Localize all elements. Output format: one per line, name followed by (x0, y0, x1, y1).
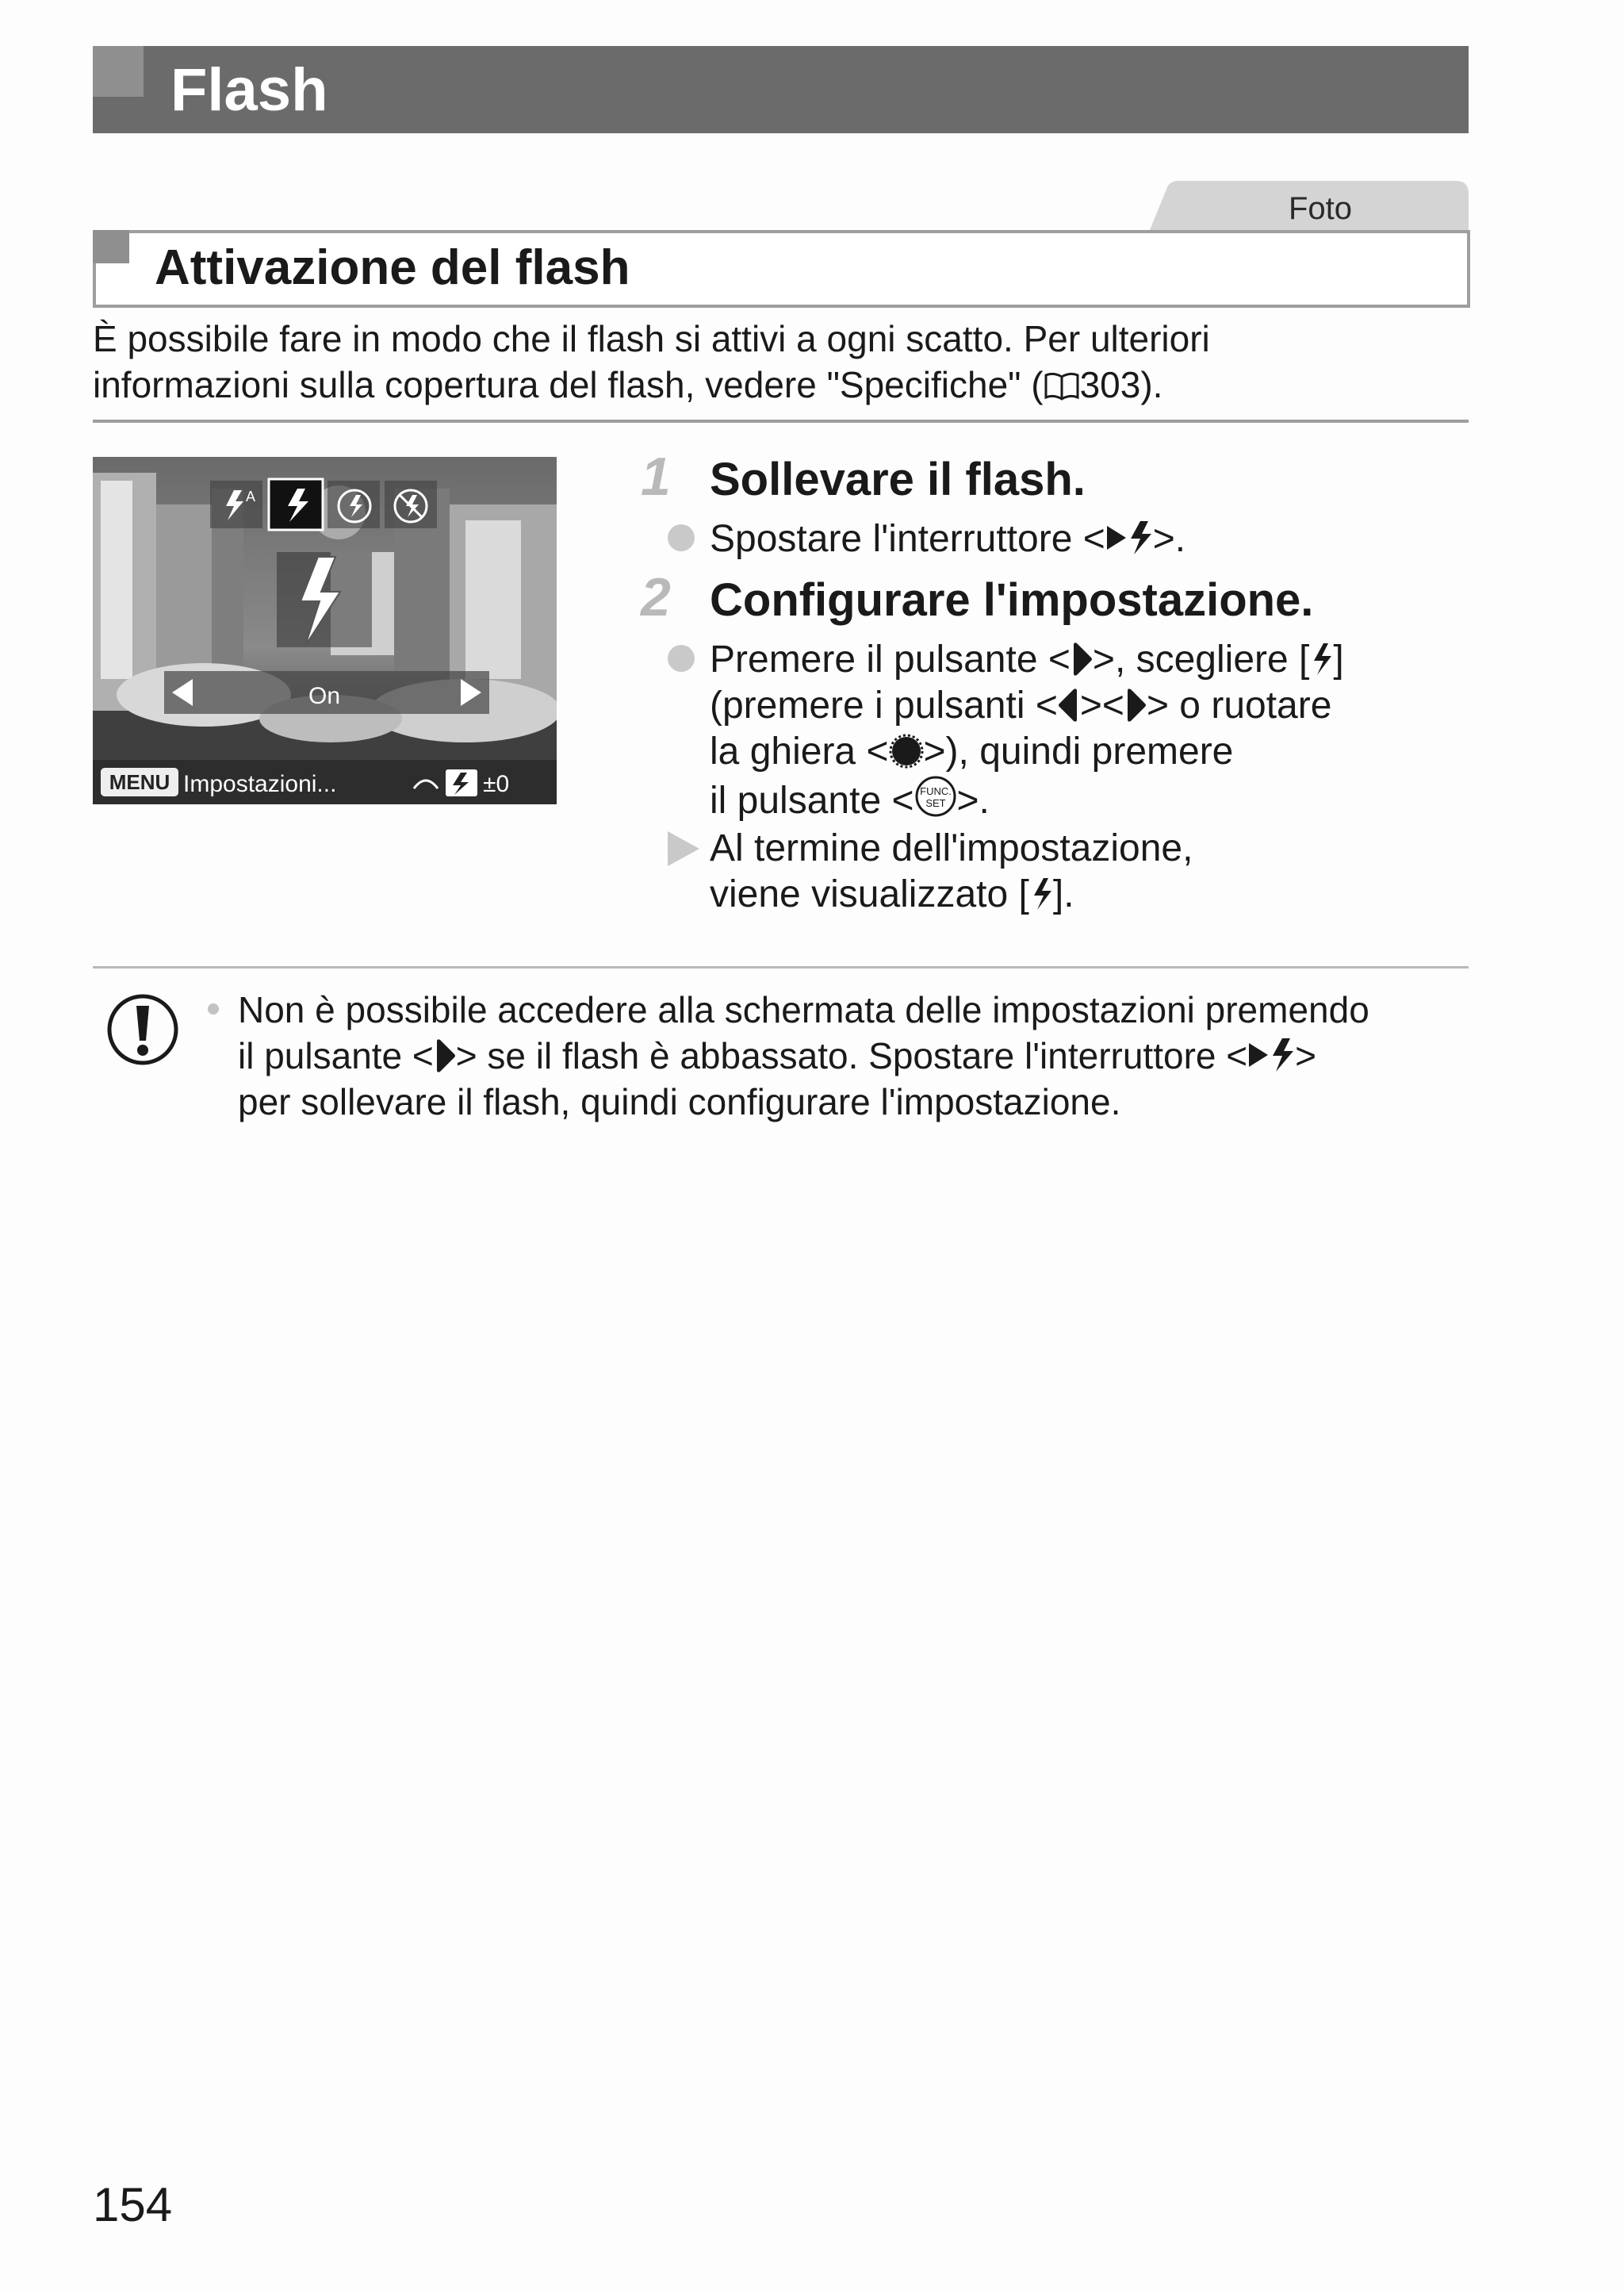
svg-text:A: A (246, 489, 256, 504)
intro-line-2 (93, 362, 1469, 412)
right-button-icon (434, 1038, 456, 1084)
text: Premere il pulsante < (710, 639, 1071, 681)
text: il pulsante < (710, 780, 914, 822)
step-1-instruction (710, 516, 1185, 567)
step-2-result-line-1: Al termine dell'impostazione, (710, 827, 1193, 869)
menu-button-label: MENU (109, 770, 170, 794)
page-number: 154 (93, 2178, 173, 2231)
step-2-line-3 (710, 729, 1233, 780)
text: > o ruotare (1146, 685, 1332, 727)
step-2-line-4 (710, 775, 990, 829)
bullet (668, 524, 695, 551)
text: >), quindi premere (923, 731, 1234, 773)
text: viene visualizzato [ (710, 873, 1029, 915)
chapter-title: Flash (170, 56, 328, 124)
flash-switch-icon (1247, 1037, 1295, 1084)
mode-tab-label: Foto (1288, 191, 1353, 226)
left-button-icon (1058, 688, 1080, 734)
func-label: FUNC. (919, 785, 952, 797)
step-2-title: Configurare l'impostazione. (710, 574, 1314, 626)
intro-page-ref: 303). (1079, 364, 1163, 405)
text: ]. (1052, 873, 1074, 915)
bullet (208, 1003, 219, 1015)
result-arrow (668, 831, 699, 866)
exposure-comp-value: ±0 (483, 771, 510, 797)
step-2-line-2 (710, 683, 1331, 734)
step-2-result-line-2 (710, 872, 1074, 923)
step-1-number: 1 (641, 447, 671, 507)
control-dial-icon (889, 734, 924, 780)
func-set-button-icon (914, 775, 957, 829)
set-label: SET (925, 797, 946, 809)
caution-line-1: Non è possibile accedere alla schermata delle impostazioni premendo (238, 989, 1369, 1030)
section-accent-square (93, 230, 129, 263)
text: ] (1333, 639, 1344, 681)
flash-on-icon (1029, 876, 1053, 923)
caution-line-3: per sollevare il flash, quindi configurare l'impostazione. (238, 1081, 1121, 1122)
caution-line-2 (238, 1033, 1316, 1084)
flash-on-icon (1309, 642, 1333, 688)
menu-settings-label: Impostazioni... (183, 771, 337, 797)
step-1-text-end: >. (1152, 518, 1186, 560)
section-title: Attivazione del flash (155, 240, 630, 295)
text: > se il flash è abbassato. Spostare l'interruttore < (455, 1035, 1248, 1076)
text: la ghiera < (710, 731, 889, 773)
step-1-text: Spostare l'interruttore < (710, 518, 1105, 560)
bullet (668, 645, 695, 672)
flash-switch-icon (1105, 520, 1153, 567)
text: >< (1079, 685, 1124, 727)
text: (premere i pulsanti < (710, 685, 1058, 727)
intro-line-1: È possibile fare in modo che il flash si attivi a ogni scatto. Per ulteriori (93, 318, 1210, 359)
right-button-icon (1071, 642, 1093, 688)
step-2-number: 2 (641, 567, 671, 627)
divider (93, 966, 1469, 969)
intro-paragraph (93, 316, 1469, 412)
divider (93, 420, 1469, 423)
text: >, scegliere [ (1092, 639, 1310, 681)
caution-icon (105, 992, 181, 1072)
text: >. (956, 780, 990, 822)
text: il pulsante < (238, 1035, 434, 1076)
text: > (1295, 1035, 1316, 1076)
header-accent-square (93, 46, 144, 97)
right-button-icon (1124, 688, 1147, 734)
camera-screen-image (93, 457, 557, 804)
book-icon (1044, 366, 1080, 412)
intro-line-2-text: informazioni sulla copertura del flash, vedere "Specifiche" ( (93, 364, 1044, 405)
step-2-line-1 (710, 637, 1344, 688)
flash-mode-label: On (308, 683, 341, 709)
step-1-title: Sollevare il flash. (710, 454, 1086, 505)
